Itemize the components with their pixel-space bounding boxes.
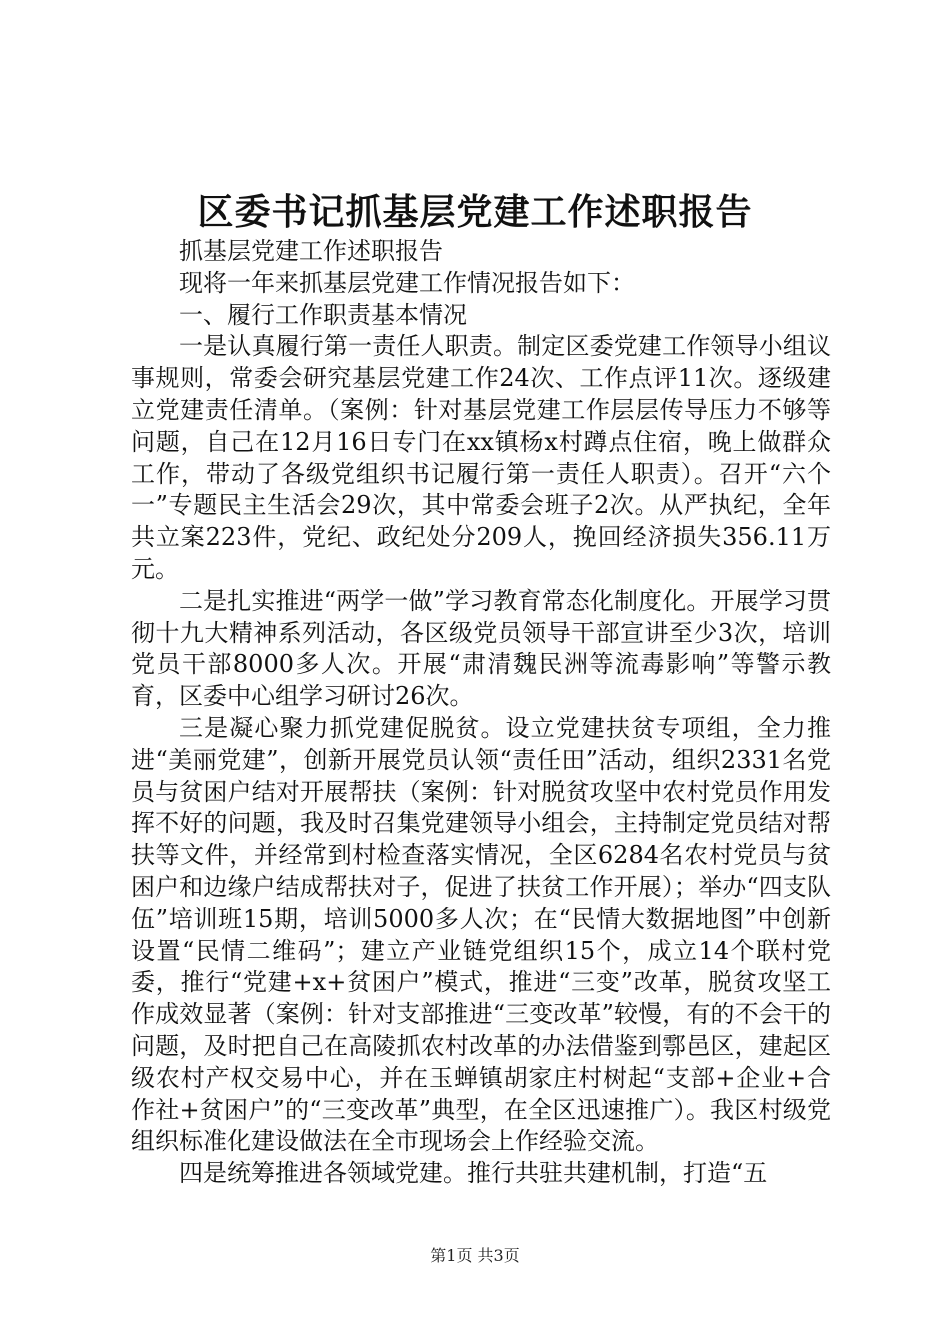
paragraph-intro: 现将一年来抓基层党建工作情况报告如下：: [179, 268, 635, 297]
paragraph-item-3: 三是凝心聚力抓党建促脱贫。设立党建扶贫专项组，全力推进“美丽党建”，创新开展党员认领“责任田”活动，组织2331名党员与贫困户结对开展帮扶（案例：针对脱贫攻坚中农村党员作用发挥不好的问题，我及时召集党建领导小组会，主持制定党员结对帮扶等文件，并经常到村检查落实情况，全区6284名农村党员与贫困户和边缘户结成帮扶对子，促进了扶贫工作开展）；举办“四支队伍”培训班15期，培训5000多人次；在“民情大数据地图”中创新设置“民情二维码”；建立产业链党组织15个，成立14个联村党委，推行“党建+x+贫困户”模式，推进“三变”改革，脱贫攻坚工作成效显著（案例：针对支部推进“三变改革”较慢，有的不会干的问题，及时把自己在高陵抓农村改革的办法借鉴到鄠邑区，建起区级农村产权交易中心，并在玉蝉镇胡家庄村树起“支部+企业+合作社+贫困户”的“三变改革”典型，在全区迅速推广）。我区村级党组织标准化建设做法在全市现场会上作经验交流。: [131, 713, 831, 1156]
document-title: 区委书记抓基层党建工作述职报告: [197, 191, 753, 233]
paragraph-item-2: 二是扎实推进“两学一做”学习教育常态化制度化。开展学习贯彻十九大精神系列活动，各区级党员领导干部宣讲至少3次，培训党员干部8000多人次。开展“肃清魏民洲等流毒影响”等警示教育，区委中心组学习研讨26次。: [131, 586, 831, 711]
page-number-footer: 第1页 共3页: [430, 1246, 520, 1265]
paragraph-item-1: 一是认真履行第一责任人职责。制定区委党建工作领导小组议事规则，常委会研究基层党建工作24次、工作点评11次。逐级建立党建责任清单。（案例：针对基层党建工作层层传导压力不够等问题，自己在12月16日专门在xx镇杨x村蹲点住宿，晚上做群众工作，带动了各级党组织书记履行第一责任人职责）。召开“六个一”专题民主生活会29次，其中常委会班子2次。从严执纪，全年共立案223件，党纪、政纪处分209人，挽回经济损失356.11万元。: [131, 332, 831, 583]
section-heading-1: 一、履行工作职责基本情况: [179, 300, 467, 329]
paragraph-item-4: 四是统筹推进各领域党建。推行共驻共建机制，打造“五: [179, 1159, 768, 1188]
document-body: [131, 236, 831, 1190]
paragraph-subtitle: 抓基层党建工作述职报告: [179, 237, 443, 265]
